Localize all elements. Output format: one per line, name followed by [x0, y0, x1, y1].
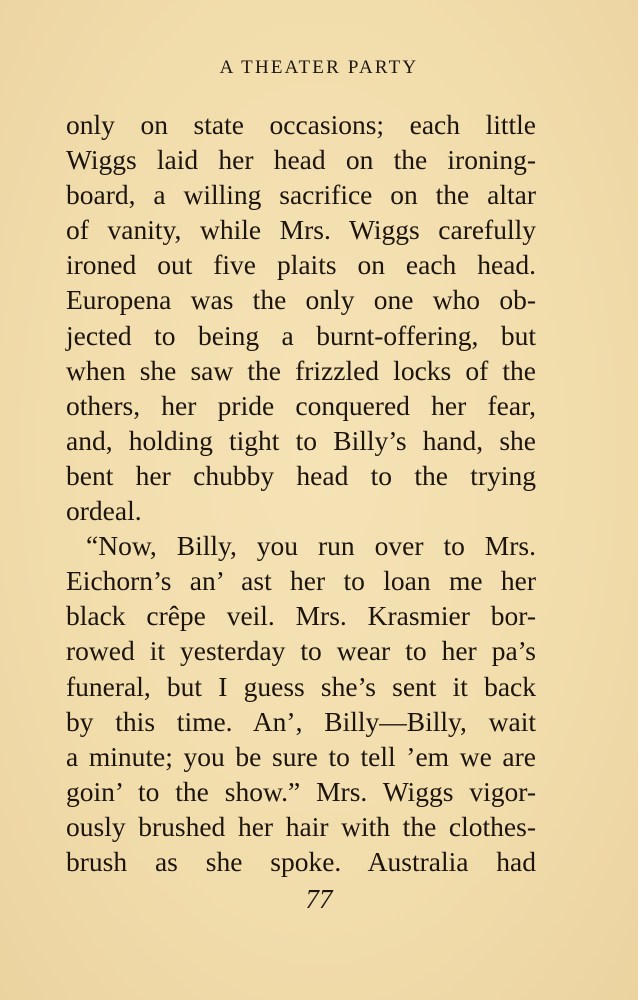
text-line: jected to being a burnt-offering, but	[66, 319, 536, 351]
text-line: bent her chubby head to the trying	[66, 459, 536, 491]
text-line: and, holding tight to Billy’s hand, she	[66, 424, 536, 456]
text-line: rowed it yesterday to wear to her pa’s	[66, 635, 536, 667]
running-head: A THEATER PARTY	[219, 57, 419, 78]
text-line: when she saw the frizzled locks of the	[66, 354, 536, 386]
text-line: board, a willing sacrifice on the altar	[66, 179, 536, 211]
text-line: of vanity, while Mrs. Wiggs carefully	[66, 214, 536, 246]
text-line: ironed out five plaits on each head.	[66, 249, 536, 281]
text-line: a minute; you be sure to tell ’em we are	[66, 740, 536, 772]
text-line: goin’ to the show.” Mrs. Wiggs vigor-	[66, 775, 536, 807]
text-line: Eichorn’s an’ ast her to loan me her	[66, 565, 536, 597]
text-line: Wiggs laid her head on the ironing-	[66, 144, 536, 176]
text-line: ously brushed her hair with the clothes-	[66, 810, 536, 842]
text-line: brush as she spoke. Australia had	[66, 845, 536, 877]
page-number: 77	[305, 884, 333, 914]
text-line: funeral, but I guess she’s sent it back	[66, 670, 536, 702]
text-line: only on state occasions; each little	[66, 109, 536, 140]
text-line: ordeal.	[66, 495, 142, 527]
text-line: others, her pride conquered her fear,	[66, 389, 536, 421]
text-line: Europena was the only one who ob-	[66, 284, 536, 316]
body-text	[66, 107, 536, 879]
text-line: by this time. An’, Billy—Billy, wait	[66, 705, 536, 737]
text-line: black crêpe veil. Mrs. Krasmier bor-	[66, 600, 536, 632]
text-line: “Now, Billy, you run over to Mrs.	[86, 530, 536, 562]
